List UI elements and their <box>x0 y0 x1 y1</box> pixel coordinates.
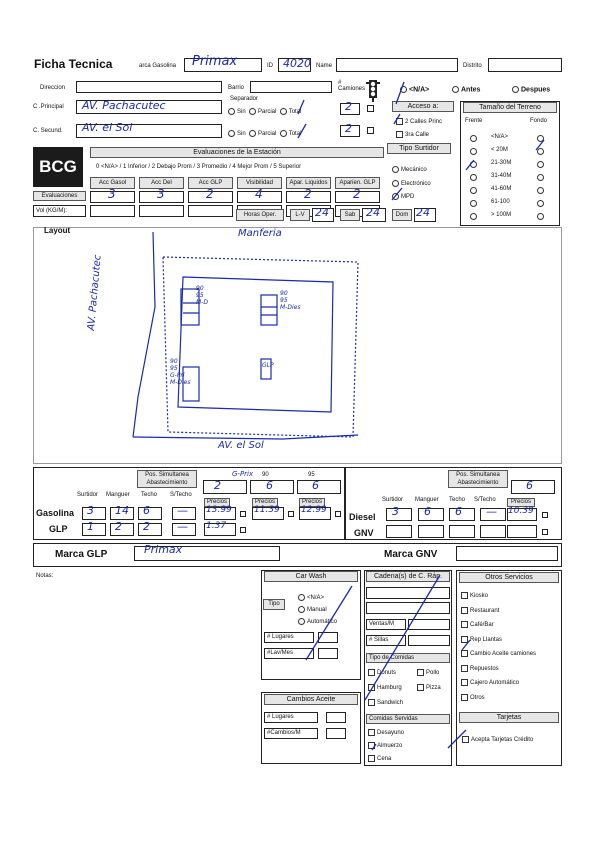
camiones-check-2[interactable] <box>367 127 374 134</box>
diesel-pos-header: Pos. Simultanea Abastecimiento <box>448 470 508 488</box>
surtidor-mecanico[interactable]: Mecánico <box>392 166 427 173</box>
c-principal-label: C .Principal <box>33 104 64 110</box>
frente-radio-2[interactable] <box>470 161 477 168</box>
comidas-servidas-header: Comidas Servidas <box>366 714 450 724</box>
d-col-precios: Precios <box>507 498 535 507</box>
street-bottom: AV. el Sol <box>218 440 264 451</box>
diesel-cell[interactable] <box>480 525 506 538</box>
gas-cell-value: — <box>177 520 188 533</box>
d-col-manguer: Manguer <box>415 497 439 503</box>
otros-checkbox[interactable] <box>461 694 468 701</box>
glp-price-check[interactable] <box>240 527 246 533</box>
carwash-opt-auto[interactable]: Automático <box>298 618 337 625</box>
gas-pos-3[interactable] <box>297 480 341 494</box>
eval-col-header: Acc Gasol <box>90 177 135 189</box>
glp-row-label: GLP <box>49 524 68 534</box>
carwash-opt-na[interactable]: <N/A> <box>298 594 324 601</box>
despues-option[interactable]: Despues <box>512 86 550 93</box>
diesel-cell[interactable] <box>449 525 475 538</box>
otros-item[interactable] <box>461 679 519 686</box>
fondo-radio-4[interactable] <box>537 187 544 194</box>
otros-item-label: Restaurant <box>470 607 500 614</box>
name-label: Name <box>316 63 333 69</box>
traffic-light-icon <box>366 80 380 102</box>
otros-checkbox[interactable] <box>461 665 468 672</box>
otros-checkbox[interactable] <box>461 592 468 599</box>
tarjetas-header: Tarjetas <box>459 712 559 723</box>
cambios-header: Cambios Aceite <box>264 694 358 705</box>
ventas-label: Ventas/M <box>366 619 406 630</box>
otros-checkbox[interactable] <box>461 607 468 614</box>
d-col-techo: Techo <box>449 497 466 503</box>
cadena-field-2[interactable] <box>366 602 450 614</box>
g90-label: 90 <box>262 472 269 478</box>
cadena-field-1[interactable] <box>366 587 450 599</box>
gas-cell-value: 3 <box>87 504 94 517</box>
terreno-option-label: 21-30M <box>491 160 512 166</box>
despues-radio[interactable] <box>512 86 519 93</box>
terreno-option-label: < 20M <box>491 147 508 153</box>
layout-sketch <box>33 227 562 464</box>
carwash-tipo-label: Tipo <box>263 599 285 610</box>
gas-price-value: 12.99 <box>301 505 327 515</box>
frente-label: Frente <box>465 118 483 124</box>
carwash-lav-input[interactable] <box>318 648 338 659</box>
marca-glp-label: Marca GLP <box>55 549 108 560</box>
total-radio-1[interactable] <box>280 108 287 115</box>
gas-cell[interactable] <box>138 507 162 520</box>
name-field[interactable] <box>336 58 458 72</box>
frente-radio-1[interactable] <box>470 148 477 155</box>
gas-cell[interactable] <box>110 523 134 536</box>
pump1-labels: 90 95 M-D <box>196 285 208 306</box>
diesel-cell[interactable] <box>449 508 475 521</box>
carwash-lav-field[interactable]: #Lav/Mes <box>264 648 314 659</box>
cambios-count-input[interactable] <box>326 728 346 739</box>
sillas-label: # Sillas <box>366 635 406 646</box>
fondo-radio-0[interactable] <box>537 135 544 142</box>
lv-value: 24 <box>315 206 329 219</box>
id-label: ID <box>267 63 273 69</box>
vol-cell[interactable] <box>90 205 135 217</box>
lv-label: L-V <box>290 209 310 221</box>
col-precios-2: Precios <box>252 498 278 507</box>
gas-price-check[interactable] <box>288 511 294 517</box>
carwash-header: Car Wash <box>264 571 358 582</box>
street-left: AV. Pachacutec <box>86 254 104 331</box>
otros-item-label: Rep Llantas <box>470 636 503 643</box>
terreno-header: Tamaño del Terreno <box>463 102 557 113</box>
cadena-panel <box>364 570 452 766</box>
frente-radio-6[interactable] <box>470 213 477 220</box>
gas-pos-3-value: 6 <box>312 479 319 492</box>
comida-pizza[interactable]: Pizza <box>417 684 441 691</box>
marca-gasolina-label: arca Gasolina <box>139 63 177 69</box>
fondo-radio-2[interactable] <box>537 161 544 168</box>
carwash-opt-manual[interactable]: Manual <box>298 606 327 613</box>
col-manguer: Manguer <box>106 492 130 498</box>
surtidor-mpd[interactable]: MPD <box>392 193 414 200</box>
marca-gasolina-value: Primax <box>192 54 238 69</box>
na-option[interactable]: <N/A> <box>400 86 429 93</box>
eval-col-header: Visibilidad <box>237 177 282 189</box>
eval-value: 4 <box>255 187 263 201</box>
col-techo: Techo <box>141 492 158 498</box>
marca-gnv-field[interactable] <box>456 546 558 561</box>
comida-donuts[interactable]: Donuts <box>368 669 396 676</box>
vol-field[interactable] <box>33 205 86 217</box>
horas-label: Horas Oper. <box>236 209 284 221</box>
sin-radio-1[interactable] <box>228 108 235 115</box>
acepta-tarjetas[interactable]: Acepta Tarjetas Crédito <box>462 736 533 743</box>
gas-price-value: 11.39 <box>254 505 280 515</box>
otros-item-label: Otros <box>470 694 485 701</box>
frente-radio-0[interactable] <box>470 135 477 142</box>
acceso-2-calles[interactable]: 2 Calles Princ <box>396 118 442 125</box>
eval-col-header: Apar. Liquidos <box>286 177 331 189</box>
frente-radio-4[interactable] <box>470 187 477 194</box>
street-top: Manferia <box>238 228 282 239</box>
gas-cell-value: 14 <box>115 504 129 517</box>
sin-radio-2[interactable] <box>228 130 235 137</box>
diesel-cell-value: — <box>486 505 497 518</box>
cambios-count-field[interactable]: #Cambios/M <box>264 728 318 739</box>
diesel-cell-value: 6 <box>424 505 431 518</box>
otros-header: Otros Servicios <box>459 572 559 583</box>
antes-radio[interactable] <box>452 86 459 93</box>
acceso-header: Acceso a: <box>392 101 454 112</box>
gas-price-check[interactable] <box>335 511 341 517</box>
fondo-radio-3[interactable] <box>537 174 544 181</box>
camiones-value-2: 2 <box>345 122 352 135</box>
barrio-field[interactable] <box>250 81 332 93</box>
glp-price-value: 1.37 <box>206 521 227 531</box>
antes-option[interactable]: Antes <box>452 86 480 93</box>
layout-title: Layout <box>44 226 71 235</box>
distrito-field[interactable] <box>488 58 562 72</box>
fondo-radio-1[interactable] <box>537 148 544 155</box>
terreno-option-label: 61-100 <box>491 199 510 205</box>
otros-checkbox[interactable] <box>461 650 468 657</box>
col-surtidor: Surtidor <box>77 492 99 498</box>
gas-cell-value: 1 <box>87 520 94 533</box>
frente-radio-3[interactable] <box>470 174 477 181</box>
notes-label: Notas: <box>36 573 54 579</box>
evaluaciones-header: Evaluaciones de la Estación <box>90 147 384 158</box>
acceso-3ra-calle[interactable]: 3ra Calle <box>396 131 429 138</box>
gas-cell-value: 6 <box>143 504 150 517</box>
frente-radio-5[interactable] <box>470 200 477 207</box>
tipo-surtidor-header: Tipo Surtidor <box>387 143 451 154</box>
d-col-stecho: S/Techo <box>474 497 496 503</box>
otros-item[interactable] <box>461 650 536 657</box>
carwash-lugares-input[interactable] <box>318 632 338 643</box>
terreno-option-label: 31-40M <box>491 173 512 179</box>
diesel-pos-value: 6 <box>526 479 533 492</box>
cambios-lugares-field[interactable]: # Lugares <box>264 712 318 723</box>
terreno-option-label: > 100M <box>491 212 512 218</box>
na-radio[interactable] <box>400 86 407 93</box>
otros-item[interactable] <box>461 636 502 643</box>
diesel-cell[interactable] <box>386 525 412 538</box>
otros-item-label: Cajero Automático <box>470 680 520 687</box>
camiones-check-1[interactable] <box>367 105 374 112</box>
otros-checkbox[interactable] <box>461 621 468 628</box>
otros-item-label: Café/Bar <box>470 622 494 629</box>
terreno-option-label: <N/A> <box>491 134 509 140</box>
glp-tank-label: GLP <box>262 362 274 369</box>
gas-cell-value: 2 <box>143 520 150 533</box>
gas-pos-1[interactable] <box>203 480 247 494</box>
pump3-labels: 90 95 G-Pri M-Dies <box>170 358 191 386</box>
col-stecho: S/Techo <box>170 492 192 498</box>
separador-principal: Sin Parcial Total <box>228 108 301 115</box>
otros-item[interactable] <box>461 607 499 614</box>
gas-pos-1-value: 2 <box>214 479 221 492</box>
servida-desayuno[interactable]: Desayuno <box>368 729 404 736</box>
form-title: Ficha Tecnica <box>34 57 113 71</box>
eval-col-header: Acc GLP <box>188 177 233 189</box>
otros-checkbox[interactable] <box>461 636 468 643</box>
total-radio-2[interactable] <box>280 130 287 137</box>
eval-col-header: Acc Del <box>139 177 184 189</box>
diesel-price-field[interactable] <box>507 525 537 538</box>
camiones-value-1: 2 <box>345 100 352 113</box>
marca-glp-value: Primax <box>144 543 183 556</box>
dom-value: 24 <box>416 206 430 219</box>
marca-gnv-label: Marca GNV <box>384 549 438 560</box>
c-principal-value: AV. Pachacutec <box>82 99 166 112</box>
surtidor-electronico[interactable]: Electrónico <box>392 180 431 187</box>
direccion-label: Direccion <box>40 85 66 91</box>
separador-label: Separador <box>230 96 259 102</box>
comida-sandwich[interactable]: Sandwich <box>368 699 403 706</box>
eval-value: 3 <box>157 187 165 201</box>
cambios-lugares-input[interactable] <box>326 712 346 723</box>
diesel-cell[interactable] <box>418 508 444 521</box>
comida-pollo[interactable]: Pollo <box>417 669 439 676</box>
diesel-cell-value: 3 <box>392 505 399 518</box>
id-value: 4020 <box>283 57 311 70</box>
eval-value: 3 <box>108 187 116 201</box>
sab-value: 24 <box>366 206 380 219</box>
camiones-label: # Camiones <box>338 80 366 92</box>
eval-col-header: Aparien. GLP <box>335 177 380 189</box>
otros-item-label: Repuestos <box>470 665 499 672</box>
otros-item[interactable] <box>461 621 494 628</box>
gas-cell[interactable] <box>82 507 106 520</box>
otros-item-label: Kiosko <box>470 593 489 600</box>
pump2-labels: 90 95 M-Dies <box>280 290 301 311</box>
diesel-cell-value: 6 <box>455 505 462 518</box>
d-col-surtidor: Surtidor <box>382 497 404 503</box>
otros-item[interactable] <box>461 665 499 672</box>
gasolina-label: Gasolina <box>36 508 75 518</box>
diesel-label: Diesel <box>349 512 376 522</box>
g95-label: 95 <box>308 472 315 478</box>
vol-cell[interactable] <box>188 205 233 217</box>
distrito-label: Distrito <box>463 63 482 69</box>
servida-almuerzo[interactable]: Almuerzo <box>368 742 402 749</box>
otros-item[interactable] <box>461 694 485 701</box>
fondo-label: Fondo <box>530 118 548 124</box>
gas-price-value: 13.99 <box>206 505 232 515</box>
parcial-radio-2[interactable] <box>249 130 256 137</box>
gas-price-check[interactable] <box>240 511 246 517</box>
fondo-radio-5[interactable] <box>537 200 544 207</box>
vol-cell[interactable] <box>139 205 184 217</box>
gas-cell[interactable] <box>82 523 106 536</box>
diesel-pos-field[interactable] <box>511 480 555 494</box>
fondo-radio-6[interactable] <box>537 213 544 220</box>
gas-cell[interactable] <box>138 523 162 536</box>
gnv-label: GNV <box>354 528 374 538</box>
gas-cell-value: 2 <box>115 520 122 533</box>
barrio-label: Barrio <box>228 85 245 91</box>
diesel-price-value: 10.39 <box>508 506 534 516</box>
gas-cell-value: — <box>177 504 188 517</box>
vol-label: Vol (KG/M): <box>36 208 68 214</box>
cadena-header: Cadena(s) de C. Ráp. <box>366 571 450 582</box>
separador-secund: Sin Parcial Total <box>228 130 301 137</box>
gprix-label: G-Prix <box>232 470 254 478</box>
comida-hamburg[interactable]: Hamburg <box>368 684 402 691</box>
col-precios-1: Precios <box>204 498 230 507</box>
ventas-input[interactable] <box>408 619 450 630</box>
tipo-comidas-header: Tipo de Comidas <box>366 653 450 663</box>
otros-item[interactable] <box>461 592 488 599</box>
gas-pos-header: Pos. Simultanea Abastecimiento <box>137 470 197 488</box>
dom-label: Dom <box>392 209 412 221</box>
col-precios-3: Precios <box>299 498 325 507</box>
direccion-field[interactable] <box>76 81 222 93</box>
otros-checkbox[interactable] <box>461 679 468 686</box>
evaluaciones-row-label: Evaluaciones <box>33 191 86 201</box>
diesel-cell[interactable] <box>386 508 412 521</box>
evaluaciones-scale: 0 <N/A> / 1 Inferior / 2 Debajo Prom / 3 Promedio / 4 Mejor Prom / 5 Superior <box>96 164 302 170</box>
diesel-price-check[interactable] <box>542 512 548 518</box>
eval-value: 2 <box>353 187 361 201</box>
diesel-cell[interactable] <box>418 525 444 538</box>
eval-value: 2 <box>206 187 214 201</box>
terreno-option-label: 41-60M <box>491 186 512 192</box>
sillas-input[interactable] <box>408 635 450 646</box>
diesel-price-check[interactable] <box>542 529 548 535</box>
c-secund-label: C. Secund. <box>33 128 63 134</box>
c-secund-value: AV. el Sol <box>82 121 133 134</box>
parcial-radio-1[interactable] <box>249 108 256 115</box>
sab-label: Sab <box>340 209 360 221</box>
otros-item-label: Cambio Aceite camiones <box>470 651 537 658</box>
gas-pos-2-value: 6 <box>266 479 273 492</box>
servida-cena[interactable]: Cena <box>368 755 391 762</box>
eval-value: 2 <box>304 187 312 201</box>
carwash-lugares-field[interactable]: # Lugares <box>264 632 314 643</box>
bcg-logo: BCG <box>33 147 83 187</box>
